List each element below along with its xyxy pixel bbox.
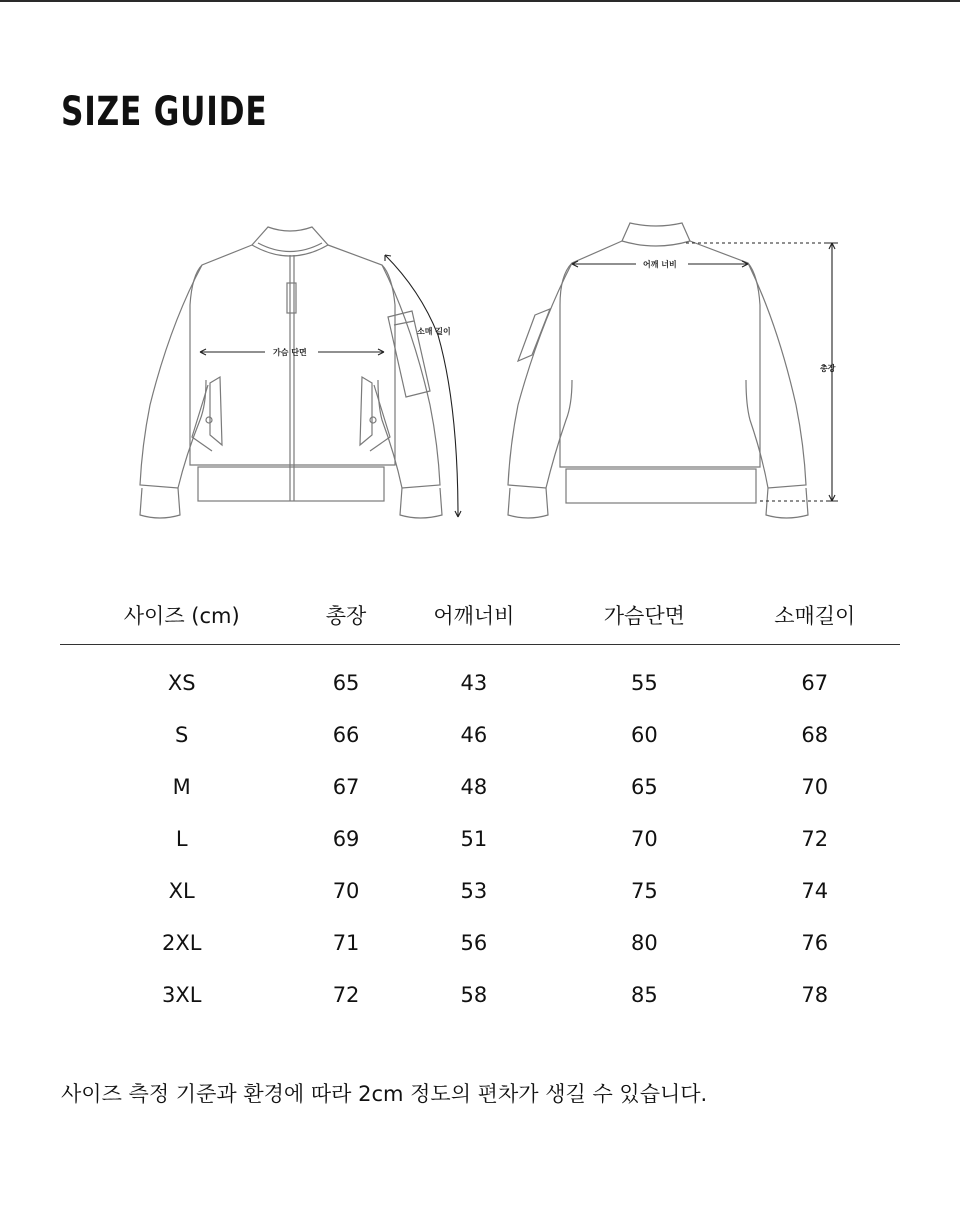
- table-header-row: [60, 586, 900, 645]
- measurement-note: 사이즈 측정 기준과 환경에 따라 2cm 정도의 편차가 생길 수 있습니다.: [61, 1082, 708, 1106]
- size-cell: XL: [168, 879, 195, 903]
- length-cell: 72: [332, 983, 360, 1007]
- table-row: [60, 645, 900, 710]
- sleeve-cell: 72: [801, 827, 829, 851]
- page-title: SIZE GUIDE: [61, 89, 268, 135]
- sleeve-cell: 76: [801, 931, 829, 955]
- header-size: 사이즈 (cm): [60, 586, 303, 645]
- table-row: [60, 865, 900, 917]
- sleeve-cell: 74: [801, 879, 829, 903]
- table-row: [60, 969, 900, 1021]
- table-row: [60, 813, 900, 865]
- sleeve-cell: 68: [801, 723, 829, 747]
- length-cell: 67: [332, 775, 360, 799]
- chest-cell: 55: [630, 671, 658, 695]
- sleeve-label: 소매 길이: [417, 327, 451, 336]
- front-measurements: [200, 255, 461, 517]
- header-sleeve: 소매길이: [730, 586, 900, 645]
- chest-cell: 70: [630, 827, 658, 851]
- shoulder-cell: 46: [460, 723, 488, 747]
- header-chest: 가슴단면: [559, 586, 729, 645]
- top-rule: [0, 0, 960, 2]
- size-cell: XS: [167, 671, 196, 695]
- back-measurements: [572, 243, 838, 501]
- shoulder-cell: 43: [460, 671, 488, 695]
- chest-cell: 60: [630, 723, 658, 747]
- size-cell: M: [172, 775, 191, 799]
- sleeve-cell: 70: [801, 775, 829, 799]
- shoulder-cell: 53: [460, 879, 488, 903]
- header-shoulder: 어깨너비: [389, 586, 559, 645]
- chest-cell: 75: [630, 879, 658, 903]
- size-cell: S: [175, 723, 189, 747]
- table-row: [60, 917, 900, 969]
- chest-cell: 85: [630, 983, 658, 1007]
- header-length: 총장: [303, 586, 388, 645]
- shoulder-label: 어깨 너비: [643, 260, 677, 269]
- table-row: [60, 761, 900, 813]
- length-label: 총장: [820, 364, 836, 373]
- length-cell: 65: [332, 671, 360, 695]
- jacket-illustration: [120, 205, 860, 535]
- jacket-front-drawing: [140, 227, 442, 518]
- length-cell: 70: [332, 879, 360, 903]
- length-cell: 71: [332, 931, 360, 955]
- table-row: [60, 709, 900, 761]
- size-table: [60, 586, 900, 1021]
- size-cell: 3XL: [162, 983, 202, 1007]
- size-cell: 2XL: [162, 931, 202, 955]
- length-cell: 66: [332, 723, 360, 747]
- shoulder-cell: 48: [460, 775, 488, 799]
- shoulder-cell: 56: [460, 931, 488, 955]
- size-cell: L: [175, 827, 188, 851]
- shoulder-cell: 58: [460, 983, 488, 1007]
- chest-cell: 80: [630, 931, 658, 955]
- length-cell: 69: [332, 827, 360, 851]
- chest-label: 가슴 단면: [273, 348, 307, 357]
- chest-cell: 65: [630, 775, 658, 799]
- shoulder-cell: 51: [460, 827, 488, 851]
- sleeve-cell: 78: [801, 983, 829, 1007]
- sleeve-cell: 67: [801, 671, 829, 695]
